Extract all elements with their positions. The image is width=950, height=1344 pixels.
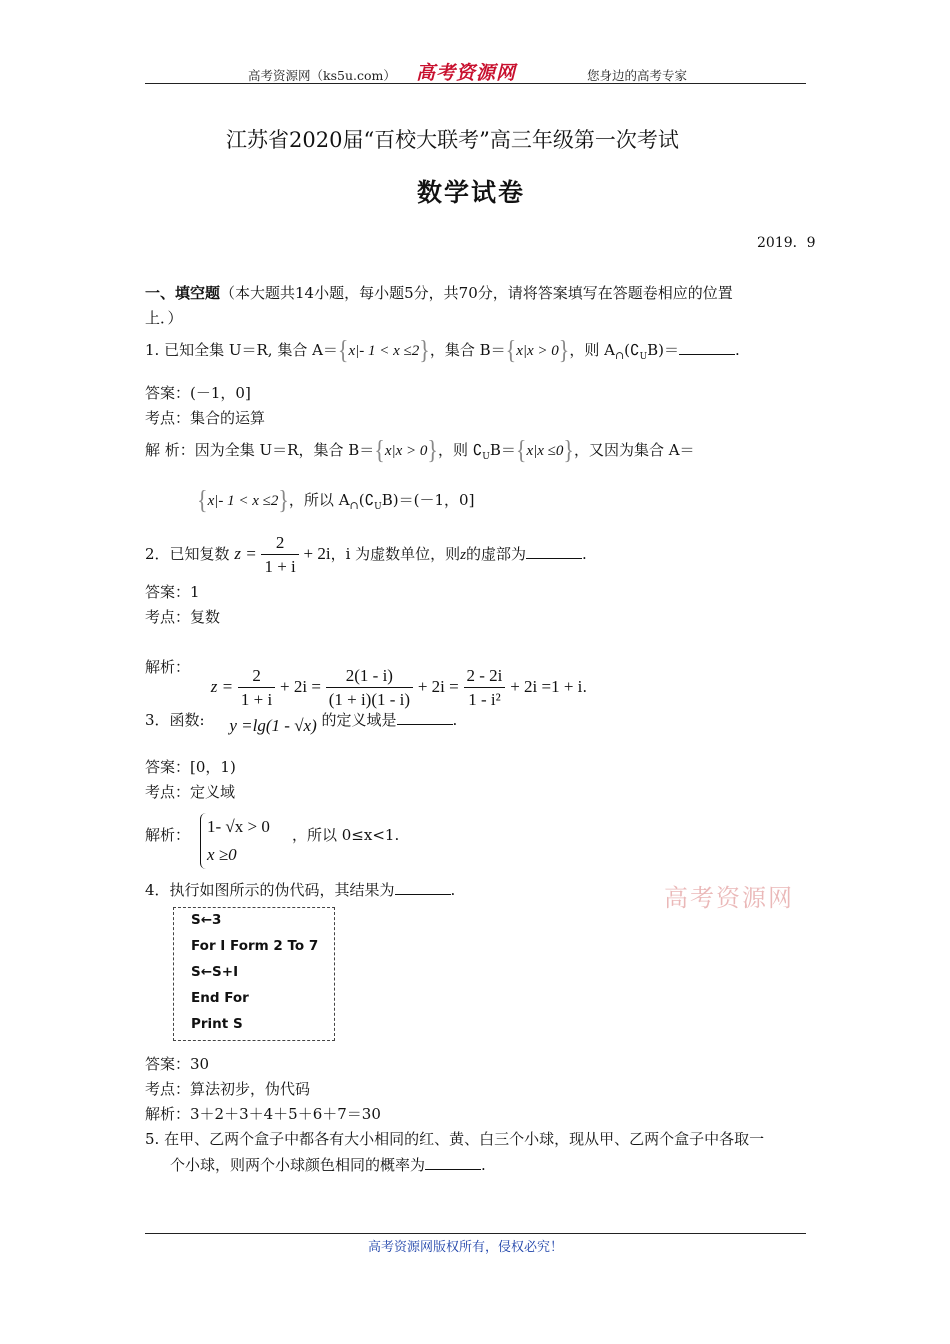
q2-analysis-label: 解析： (145, 658, 191, 676)
q1-answer: 答案：(－1，0] (145, 384, 251, 402)
q2-den: 1 + i (264, 556, 296, 576)
q1-analysis-d: ，又因为集合 A＝ (573, 441, 695, 459)
q1-analysis-e: ，所以 A (288, 491, 350, 509)
header-slogan: 您身边的高考专家 (587, 68, 688, 83)
header-site-name: 高考资源网（ks5u.com） (248, 68, 396, 83)
q1-analysis-a: 解 析：因为全集 U＝R，集合 B＝ (145, 441, 375, 459)
q4-answer: 答案：30 (145, 1055, 210, 1073)
exam-subtitle: 数学试卷 (417, 178, 526, 207)
q1-prefix: 1. 已知全集 U＝R, 集合 A＝ (145, 341, 338, 359)
left-brace-icon: { (197, 484, 208, 515)
q2-answer: 答案：1 (145, 583, 200, 601)
q3-point: 考点：定义域 (145, 783, 236, 801)
q1-end: . (735, 341, 740, 359)
q3-suffix: 的定义域是 (321, 711, 397, 729)
q2-zvar: z (460, 547, 467, 563)
q2-point: 考点：复数 (145, 608, 221, 626)
q4-analysis: 解析：3＋2＋3＋4＋5＋6＋7＝30 (145, 1105, 381, 1123)
question-4 (145, 880, 455, 900)
q1-comp-end: B)＝ (647, 341, 680, 359)
q1-point: 考点：集合的运算 (145, 409, 266, 427)
q3-prefix: 3．函数: (145, 711, 205, 729)
question-5-line1: 5. 在甲、乙两个盒子中都各有大小相同的红、黄、白三个小球，现从甲、乙两个盒子中各取一 (145, 1130, 765, 1148)
right-brace-icon: } (558, 334, 570, 365)
pseudocode-box (173, 907, 335, 1041)
q2-suffix2: 的虚部为 (466, 545, 527, 563)
q2-a-p3: + 2i =1 + i (510, 677, 583, 696)
q1-analysis-g: B)＝(－1，0] (381, 491, 475, 509)
q3-answer: 答案：[0，1) (145, 758, 236, 776)
q1-complement: (∁ (624, 341, 640, 359)
q5-end: . (481, 1156, 486, 1174)
footer-rule (145, 1233, 806, 1234)
q3-sys1: 1- √x > 0 (207, 817, 270, 836)
question-3 (145, 710, 457, 736)
q3-analysis-end: ，所以 0≤x<1. (292, 826, 400, 844)
q2-a-d2: (1 + i)(1 - i) (328, 689, 411, 709)
q1-set-b: x|x > 0 (516, 343, 559, 359)
q2-fraction (261, 532, 298, 579)
q2-a-p1: + 2i = (280, 677, 321, 696)
q3-func: y =lg(1 - √x) (229, 716, 317, 735)
answer-blank (526, 544, 582, 559)
q2-a-n2: 2(1 - i) (326, 665, 413, 688)
q2-a-n3: 2 - 2i (464, 665, 506, 688)
right-brace-icon: } (419, 334, 430, 365)
q1-analysis-cap: ∩ (349, 499, 359, 512)
answer-blank (679, 340, 735, 355)
q2-analysis (145, 643, 587, 712)
q2-a-p2: + 2i = (417, 677, 459, 696)
section-heading-title: 一、填空题 (145, 284, 221, 302)
q2-suffix: ，i 为虚数单位，则 (330, 545, 461, 563)
q1-analysis-set-b: x|x > 0 (384, 443, 428, 459)
q4-point: 考点：算法初步，伪代码 (145, 1080, 311, 1098)
left-brace-icon: { (505, 334, 517, 365)
q2-z: z = (234, 544, 257, 563)
exam-date: 2019．9 (757, 235, 816, 251)
q3-system-brace (200, 813, 270, 869)
right-brace-icon: } (563, 434, 574, 465)
q2-a-frac3 (464, 665, 506, 712)
code-line: S←S+I (191, 964, 239, 980)
q1-analysis-set-cb: x|x ≤0 (526, 443, 564, 459)
code-line: Print S (191, 1016, 243, 1032)
question-1 (145, 334, 740, 367)
q1-comp-sub: U (639, 352, 648, 362)
q1-set-a: x|- 1 < x ≤2 (348, 343, 420, 359)
header-brand-logo: 高考资源网 (416, 62, 517, 84)
q3-end: . (452, 711, 458, 729)
question-2 (145, 530, 587, 579)
code-line: For I Form 2 To 7 (191, 938, 319, 954)
q2-a-n1: 2 (238, 665, 275, 688)
exam-title: 江苏省2020届“百校大联考”高三年级第一次考试 (226, 128, 679, 152)
q2-prefix: 2．已知复数 (145, 545, 230, 563)
q4-prefix: 4．执行如图所示的伪代码，其结果为 (145, 881, 395, 899)
q2-a-d1: 1 + i (240, 689, 273, 709)
q2-a-d3: 1 - i² (468, 689, 501, 709)
q4-end: . (450, 881, 456, 899)
q2-end: . (582, 545, 587, 563)
footer-copyright: 高考资源网版权所有，侵权必究！ (368, 1240, 564, 1255)
q1-suffix: ，则 A (569, 341, 615, 359)
q3-system (200, 813, 270, 869)
q2-a-frac2 (326, 665, 413, 712)
q1-analysis-sub: U (482, 452, 490, 462)
answer-blank (397, 710, 453, 725)
q1-analysis-sub2: U (374, 502, 382, 512)
right-brace-icon: } (278, 484, 289, 515)
question-5-line2 (170, 1155, 486, 1175)
q2-plus: + 2i (303, 544, 331, 563)
answer-blank (425, 1155, 481, 1170)
q1-analysis-line1 (145, 434, 695, 467)
q1-analysis-b: ，则 ∁ (437, 441, 483, 459)
q1-analysis-c: B＝ (489, 441, 516, 459)
code-line: End For (191, 990, 249, 1006)
left-brace-icon: { (337, 334, 349, 365)
q1-cap: ∩ (614, 349, 625, 362)
answer-blank (395, 880, 451, 895)
right-brace-icon: } (427, 434, 438, 465)
q3-analysis-label: 解析： (145, 826, 191, 844)
section-note-2: 上．） (145, 309, 183, 327)
q5-line2-text: 个小球，则两个小球颜色相同的概率为 (170, 1156, 426, 1174)
section-note-1: （本大题共14小题，每小题5分，共70分，请将答案填写在答题卷相应的位置 (220, 284, 733, 302)
left-brace-icon: { (374, 434, 385, 465)
q2-a-frac1 (238, 665, 275, 712)
q1-mid: ，集合 B＝ (429, 341, 506, 359)
code-line: S←3 (191, 912, 222, 928)
q1-analysis-f: (∁ (358, 491, 375, 509)
section-heading (145, 283, 733, 303)
q2-a-z: z = (210, 677, 234, 696)
q3-sys2: x ≥0 (207, 845, 237, 864)
q2-num: 2 (261, 532, 298, 555)
watermark: 高考资源网 (664, 884, 794, 912)
left-brace-icon: { (515, 434, 527, 465)
q2-a-end: . (582, 678, 588, 696)
q1-analysis-line2 (197, 484, 475, 517)
q1-analysis-set-a: x|- 1 < x ≤2 (207, 493, 279, 509)
header-rule (145, 83, 806, 84)
